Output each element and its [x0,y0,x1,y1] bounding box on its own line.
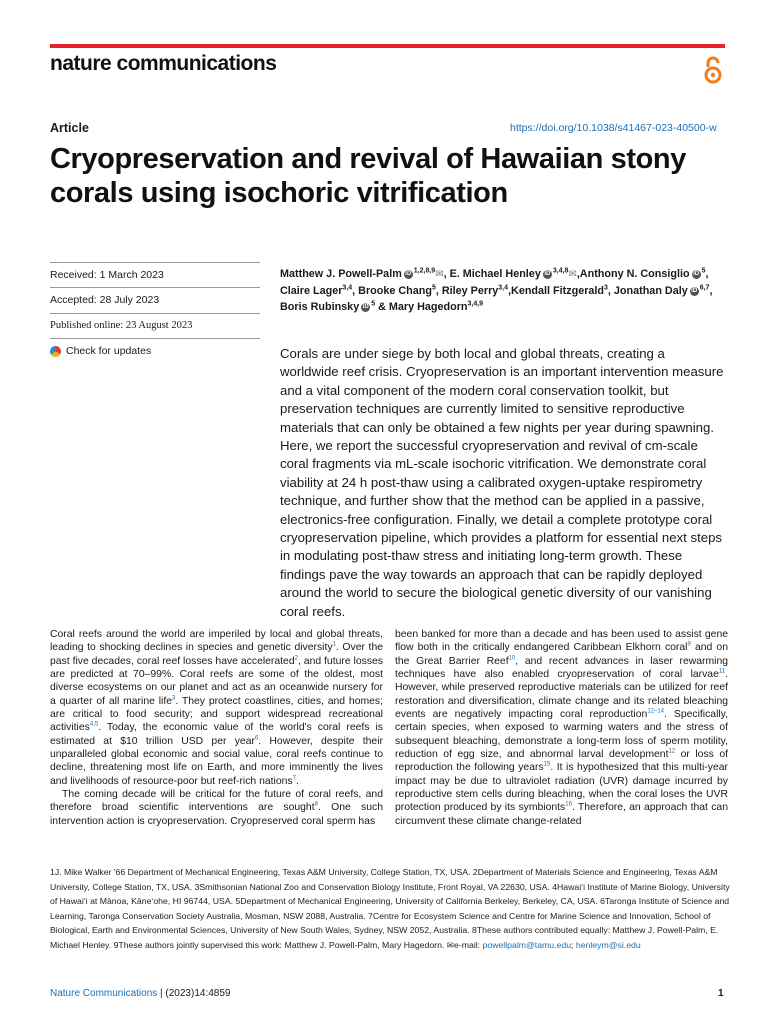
orcid-icon[interactable]: iD [405,270,412,277]
doi-link[interactable]: https://doi.org/10.1038/s41467-023-40500-w [510,122,717,134]
author-name[interactable]: Mary Hagedorn [388,301,468,314]
accepted-date: Accepted: 28 July 2023 [50,294,160,306]
mail-icon[interactable]: ✉ [568,269,577,280]
article-title: Cryopreservation and revival of Hawaiian stony corals using isochoric vitrification [50,143,686,209]
author-name[interactable]: Anthony N. Consiglio [579,268,690,280]
affiliations-footnote [50,865,730,953]
check-for-updates-button[interactable] [50,345,151,357]
author-affiliation-sup: 5 [431,284,436,292]
mail-icon: ✉ [446,939,455,950]
citation-ref[interactable]: 2 [294,655,298,662]
author-affiliation-sup: 1,2,8,9 [413,267,436,275]
citation-ref[interactable]: 7 [292,775,296,782]
body-paragraph: The coming decade will be critical for the future of coral reefs, and therefore broad scientific interventions are sought$^8$. One such intervention action is cryopreservation. Cryopreserved coral sperm has [50,789,383,827]
citation-ref[interactable]: 9 [687,641,691,648]
author-affiliation-sup: 3 [604,284,608,292]
author-affiliation-sup: 3,4 [498,284,509,292]
author-name[interactable]: Jonathan Daly [613,285,688,298]
article-type-label: Article [50,121,89,135]
open-access-icon[interactable] [700,55,726,85]
citation-ref[interactable]: 10 [508,655,516,662]
author-list: Matthew J. Powell-Palm iD $^{1,2,8,9}$✉, E. Michael Henley iD $^{3,4,8}$✉,Anthony N. Consiglio iD $^5$, Claire Lager$^{3,4}$, Brooke Chang$^5$, Riley Perry$^{3,4}$,Kendall Fitzgerald$^3$, Jonathan Daly iD $^{6,7}$, Boris Rubinsky iD $^5$ & Mary Hagedorn$^{3,4,9}$ [280,267,713,314]
published-date: Published online: 23 August 2023 [50,320,193,331]
author-name[interactable]: Brooke Chang [358,285,432,298]
email-separator: ; [571,939,576,950]
citation-ref[interactable]: 15 [543,761,551,768]
author-affiliation-sup: 6,7 [699,284,710,292]
citation-ref[interactable]: 6 [254,735,259,742]
affiliations-text: 1J. Mike Walker '66 Department of Mechanical Engineering, Texas A&M University, College Station, TX, USA. 2Department of Materials Science and Engineering, Texas A&M University, College Station, TX, USA. 3Smithsonian National Zoo and Conservation Biology Institute, Front Royal, VA 22630, USA. 4Hawaiʻi Institute of Marine Biology, University of Hawaiʻi at Mānoa, Kāneʻohe, HI 96744, USA. 5Department of Mechanical Engineering, University of California Berkeley, Berkeley, CA, USA. 6Taronga Institute of Science and Learning, Taronga Conservation Society Australia, Mosman, NSW 2088, Australia. 7Centre for Ecosystem Science and Centre for Marine Science and Innovation, School of Biological, Earth and Environmental Sciences, University of New South Wales, Sydney, NSW 2052, Australia. 8These authors contributed equally: Matthew J. Powell-Palm, E. Michael Henley. 9These authors jointly supervised this work: Matthew J. Powell-Palm, Mary Hagedorn. [50,867,730,950]
author-name[interactable]: Riley Perry [441,285,499,298]
body-paragraph: Coral reefs around the world are imperiled by local and global threats, leading to shocking declines in species and genetic diversity$^1$. Over the past five decades, coral reef losses have accelerated$^2$, and future losses are predicted at 70–99%. Coral reefs are some of the oldest, most diverse ecosystems on our planet and act as an oceanwide nursery for a quarter of all marine life$^3$. They protect coastlines, cities, and homes; are critical to food security; and support widespread recreational activities$^{4,5}$. Today, the economic value of the world's coral reefs is estimated at $10 trillion USD per year$^6$. However, despite their unparalleled global economic and social value, coral reefs continue to decline, threatening most life on Earth, and more imminently the lives and livelihoods of resource-poor but reef-rich nations$^7$. [50,629,384,787]
author-name[interactable]: Boris Rubinsky [280,301,360,314]
footer-volume: | (2023)14:4859 [157,988,231,999]
orcid-icon[interactable]: iD [544,270,551,277]
citation-ref[interactable]: 11 [718,668,726,675]
body-column-right [395,628,728,828]
author-name[interactable]: Matthew J. Powell-Palm [280,268,402,280]
author-affiliation-sup: 3,4,8 [552,267,569,275]
orcid-icon[interactable]: iD [691,287,698,294]
body-paragraph: been banked for more than a decade and has been used to assist gene flow both in the critically endangered Caribbean Elkhorn coral$^9$ and on the Great Barrier Reef$^{10}$, and recent advances in laser rewarming techniques have also enabled cryopreservation of coral larvae$^{11}$. However, while preserved reproductive materials can be utilized for reef restoration and diversification, climate change and its related bleaching events are negatively impacting coral reproduction$^{12-14}$. Specifically, certain species, when exposed to warming waters and the stress of subsequent bleaching, demonstrate a long-term loss of sperm motility, reduction of egg size, and abnormal larval development$^{12}$ or loss of reproduction the following years$^{15}$. It is hypothesized that this multi-year impact may be due to ultraviolet radiation (UVR) damage incurred by reproductive stem cells during bleaching, when the coral loses the UVR protection produced by its symbionts$^{16}$. Therefore, an approach that can circumvent these climate change-related [395,629,729,827]
divider [50,313,260,314]
footer-journal[interactable]: Nature Communications [50,988,158,999]
divider [50,262,260,263]
citation-ref[interactable]: 3 [172,695,176,702]
received-date: Received: 1 March 2023 [50,269,164,281]
citation-ref[interactable]: 1 [332,641,336,648]
author-affiliation-sup: 5 [371,300,376,308]
header-accent-bar [50,44,725,48]
page-number: 1 [718,988,724,999]
abstract: Corals are under siege by both local and global threats, creating a worldwide reef crisis. Cryopreservation is an important intervention measure and a vital component of the modern coral conservation toolkit, but preservation techniques are currently limited to sensitive reproductive materials that can only be obtained a few nights per year during spawning. Here, we report the successful cryopreservation and revival of cm-scale coral fragments via mL-scale isochoric vitrification. We demonstrate coral viability at 24 h post-thaw using a calibrated oxygen-uptake respirometry technique, and further show that the method can be applied in a passive, electronics-free configuration. Finally, we detail a complete prototype coral cryopreservation pipeline, which provides a platform for essential next steps in modulating post-thaw stress and initiating long-term growth. These findings pave the way towards an approach that can be rapidly deployed around the world to secure the biological genetic diversity of our vanishing coral reefs. [280,346,724,619]
email-link[interactable]: henleym@si.edu [575,939,641,950]
citation-ref[interactable]: 16 [565,802,572,808]
journal-brand: nature communications [50,52,277,75]
orcid-icon[interactable]: iD [362,304,369,311]
citation-ref[interactable]: 4,5 [89,721,99,728]
citation-ref[interactable]: 12 [668,748,676,755]
divider [50,287,260,288]
author-affiliation-sup: 5 [701,267,706,275]
body-column-left [50,628,383,828]
author-name[interactable]: Claire Lager [280,285,343,298]
footer-citation [50,988,230,999]
author-affiliation-sup: 3,4 [342,284,353,292]
author-name[interactable]: E. Michael Henley [449,268,541,280]
author-name[interactable]: Kendall Fitzgerald [511,285,605,298]
orcid-icon[interactable]: iD [693,270,700,277]
email-link[interactable]: powellpalm@tamu.edu [482,939,572,950]
email-label: e-mail: [454,939,481,950]
citation-ref[interactable]: 8 [314,802,318,808]
citation-ref[interactable]: 12–14 [647,708,664,715]
mail-icon[interactable]: ✉ [435,269,444,280]
check-updates-label: Check for updates [66,345,152,357]
author-affiliation-sup: 3,4,9 [467,300,484,308]
divider [50,338,260,339]
check-updates-icon [50,346,61,357]
